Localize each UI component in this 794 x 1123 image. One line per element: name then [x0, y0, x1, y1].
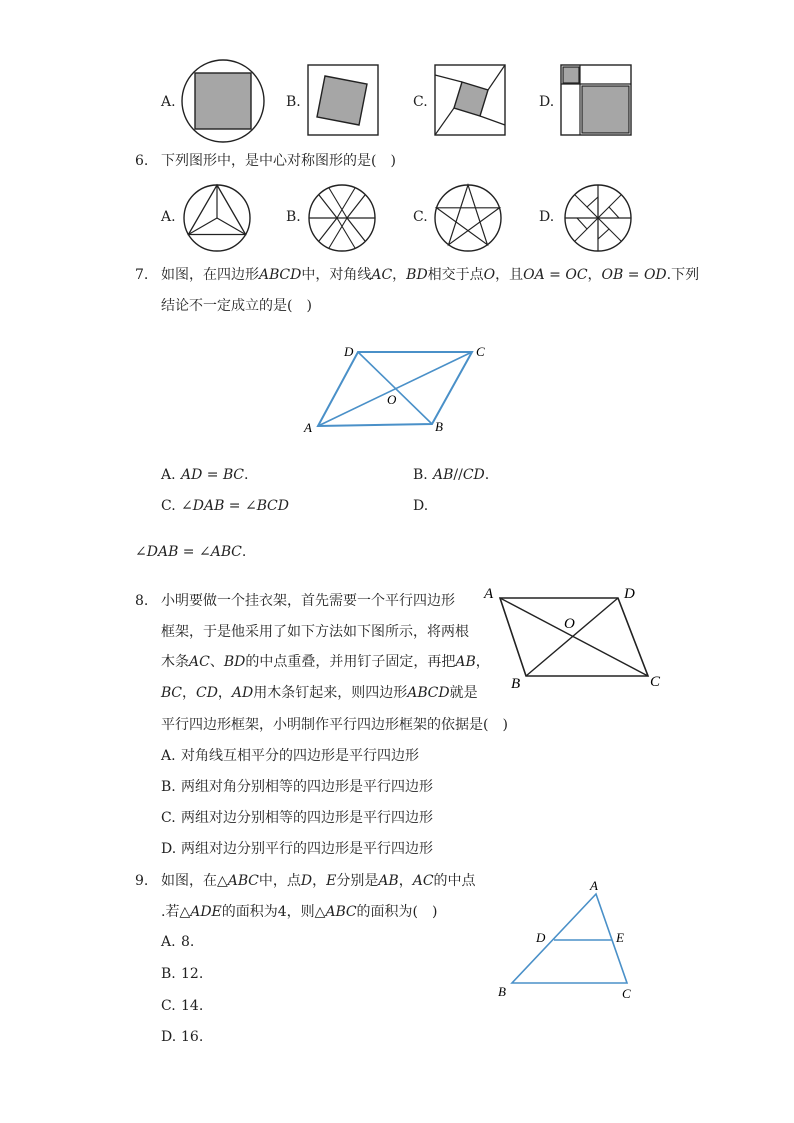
q7-option-b-label: B.	[413, 467, 428, 483]
q8-stem-line1: 小明要做一个挂衣架，首先需要一个平行四边形	[161, 593, 455, 609]
q9-stem-line1: 如图，在△𝐴𝐵𝐶中，点𝐷，𝐸分别是𝐴𝐵，𝐴𝐶的中点	[161, 873, 476, 889]
q5-option-b-figure	[307, 64, 379, 136]
q9-number: 9.	[135, 873, 149, 889]
q9-option-b-text: 12.	[181, 966, 204, 982]
q7-option-a-text: 𝐴𝐷 = 𝐵𝐶.	[181, 467, 249, 483]
q8-option-c-text: 两组对边分别相等的四边形是平行四边形	[181, 810, 433, 826]
q6-option-d-label: D.	[539, 209, 555, 225]
q6-option-d-figure	[563, 183, 633, 253]
q9-option-b-label: B.	[161, 966, 176, 982]
q6-option-b-label: B.	[286, 209, 301, 225]
q8-label-b: B	[511, 676, 521, 692]
q9-label-d: D	[536, 930, 546, 945]
q8-option-b-label: B.	[161, 779, 176, 795]
q8-label-d: D	[624, 586, 635, 602]
q9-label-e: E	[616, 930, 624, 945]
q9-option-a-label: A.	[161, 934, 176, 950]
q8-parallelogram-figure	[478, 580, 678, 692]
q6-stem: 下列图形中，是中心对称图形的是( )	[161, 153, 396, 169]
q6-option-a-label: A.	[161, 209, 176, 225]
q5-option-c-label: C.	[413, 94, 428, 110]
q9-option-a-text: 8.	[181, 934, 195, 950]
q9-option-c-label: C.	[161, 998, 176, 1014]
q6-option-b-figure	[307, 183, 377, 253]
q7-option-c-text: ∠𝐷𝐴𝐵 = ∠𝐵𝐶𝐷	[181, 498, 289, 514]
q9-option-d-text: 16.	[181, 1029, 204, 1045]
q8-stem-line5: 平行四边形框架，小明制作平行四边形框架的依据是( )	[161, 717, 508, 733]
q7-label-c: C	[476, 344, 485, 359]
q5-option-d-label: D.	[539, 94, 555, 110]
q9-label-b: B	[498, 984, 506, 999]
q8-stem-line3: 木条𝐴𝐶、𝐵𝐷的中点重叠，并用钉子固定，再把𝐴𝐵，	[161, 654, 490, 670]
q9-label-a: A	[590, 878, 598, 893]
q8-stem-line4: 𝐵𝐶，𝐶𝐷，𝐴𝐷用木条钉起来，则四边形𝐴𝐵𝐶𝐷就是	[161, 685, 478, 701]
q8-option-a-label: A.	[161, 748, 176, 764]
q8-number: 8.	[135, 593, 149, 609]
q8-stem-line2: 框架，于是他采用了如下方法如下图所示，将两根	[161, 624, 469, 640]
q7-option-b-text: 𝐴𝐵//𝐶𝐷.	[433, 467, 490, 483]
q8-option-d-text: 两组对边分别平行的四边形是平行四边形	[181, 841, 433, 857]
q7-label-b: B	[435, 419, 443, 434]
q7-stem-line2: 结论不一定成立的是( )	[161, 298, 312, 314]
q5-option-b-label: B.	[286, 94, 301, 110]
q6-option-a-figure	[182, 183, 252, 253]
q9-label-c: C	[622, 986, 631, 1001]
q7-label-d: D	[344, 344, 354, 359]
q7-option-a-label: A.	[161, 467, 176, 483]
q5-option-c-figure	[434, 64, 506, 136]
q9-triangle-figure	[492, 872, 642, 1002]
q9-option-c-text: 14.	[181, 998, 204, 1014]
q8-option-c-label: C.	[161, 810, 176, 826]
q8-label-c: C	[650, 674, 661, 690]
q9-option-d-label: D.	[161, 1029, 177, 1045]
q6-option-c-label: C.	[413, 209, 428, 225]
q7-option-d-overflow-text: ∠𝐷𝐴𝐵 = ∠𝐴𝐵𝐶.	[135, 544, 247, 560]
q7-label-o: O	[387, 392, 397, 407]
q7-option-d-label: D.	[413, 498, 429, 514]
q6-number: 6.	[135, 153, 149, 169]
q8-option-a-text: 对角线互相平分的四边形是平行四边形	[181, 748, 419, 764]
q7-number: 7.	[135, 267, 149, 283]
q7-parallelogram-figure	[300, 338, 500, 438]
q5-option-d-figure	[560, 64, 632, 136]
q7-stem-line1: 如图，在四边形𝐴𝐵𝐶𝐷中，对角线𝐴𝐶，𝐵𝐷相交于点𝑂，且𝑂𝐴 = 𝑂𝐶，𝑂𝐵 = 𝑂𝐷.下列	[161, 267, 700, 283]
q7-label-a: A	[304, 420, 312, 435]
q5-option-a-label: A.	[161, 94, 176, 110]
q9-stem-line2: .若△𝐴𝐷𝐸的面积为4，则△𝐴𝐵𝐶的面积为( )	[161, 904, 438, 920]
q7-option-c-label: C.	[161, 498, 176, 514]
q8-label-o: O	[564, 616, 575, 632]
q5-option-a-figure	[180, 58, 266, 144]
q8-option-d-label: D.	[161, 841, 177, 857]
q6-option-c-figure	[433, 183, 503, 253]
q8-option-b-text: 两组对角分别相等的四边形是平行四边形	[181, 779, 433, 795]
q8-label-a: A	[484, 586, 494, 602]
